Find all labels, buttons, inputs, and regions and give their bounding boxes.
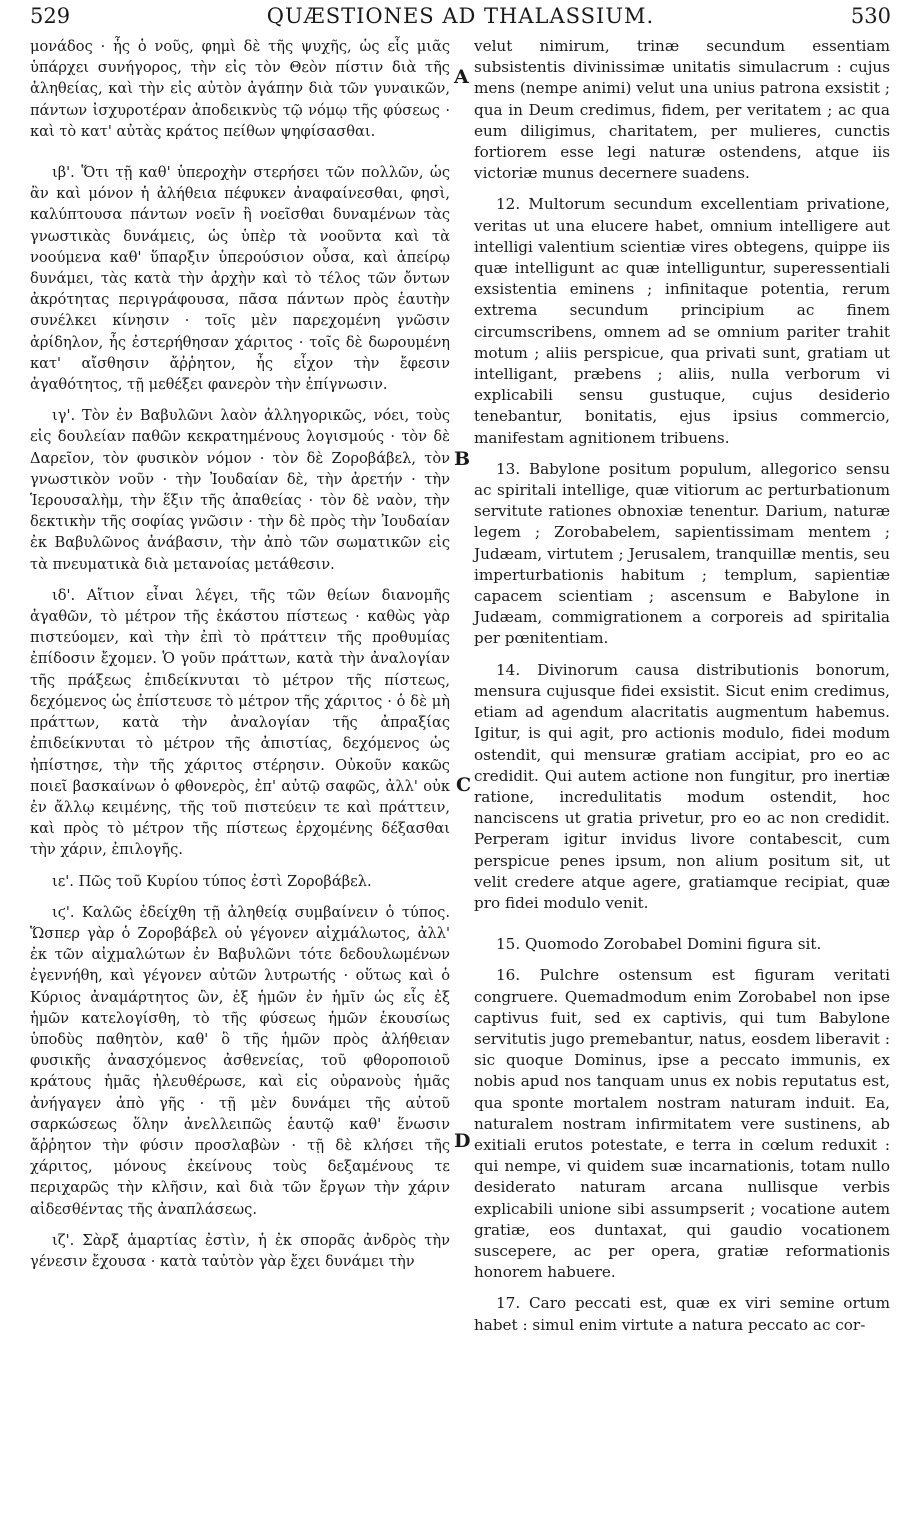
greek-paragraph: ιγ'. Τὸν ἐν Βαβυλῶνι λαὸν ἀλληγορικῶς, νόει, τοὺς εἰς δουλείαν παθῶν κεκρατημένους λογισμούς · τὸν δὲ Δαρεῖον, τὸν φυσικὸν νόμον · τὸν δὲ Ζοροβάβελ, τὸν γνωστικὸν νοῦν · τὴν Ἰουδαίαν δὲ, τὴν ἀρετήν · τὴν Ἱερουσαλὴμ, τὴν ἕξιν τῆς ἀπαθείας · τὸν δὲ ναὸν, τὴν δεκτικὴν τῆς σοφίας γνῶσιν · τὴν δὲ πρὸς τὴν Ἰουδαίαν ἐκ Βαβυλῶνος ἀνάβασιν, τὴν ἀπὸ τῶν σωματικῶν εἰς τὰ πνευματικὰ διὰ μετανοίας μετάθεσιν.	[30, 407, 450, 573]
latin-paragraph: 16. Pulchre ostensum est figuram veritati congruere. Quemadmodum enim Zorobabel non ipse captivus fuit, sed ex captivis, qui tum Babylone servitutis jugo premebantur, natus, eosdem liberavit : sic quoque Dominus, ipse a peccato immunis, ex nobis apud nos tanquam unus ex nobis reputatus est, qua sponte mortalem nostram naturam induit. Ea, naturalem nostram infirmitatem vere sustinens, ab exitiali erutos potestate, e terra in cœlum reduxit : qui nempe, vi quidem suæ incarnationis, totam nullo desiderato naturam arcana nullisque verbis explicabili unione sibi assumpserit ; vocatione autem gratiæ, eos duntaxat, qui gaudio vocationem suscepere, ac per opera, gratiæ reformationis honorem habuere.	[474, 966, 890, 1282]
greek-paragraph: ιβ'. Ὅτι τῇ καθ' ὑπεροχὴν στερήσει τῶν πολλῶν, ὡς ἂν καὶ μόνον ἡ ἀλήθεια πέφυκεν ἀναφαίνεσθαι, φησὶ, καλύπτουσα πάντων νοεῖν ἢ νοεῖσθαι δυναμένων τὰς γνωστικὰς δυνάμεις, ὡς ὑπὲρ τὰ νοοῦντα καὶ τὰ νοούμενα καθ' ὕπαρξιν ὑπερούσιον οὖσα, καὶ ἀπείρῳ δυνάμει, τὰς κατὰ τὴν ἀρχὴν καὶ τὸ τέλος τῶν ὄντων ἀκρότητας περιγράφουσα, πᾶσα πάντων πρὸς ἑαυτὴν συνέλκει κίνησιν · τοῖς μὲν παρεχομένη γνῶσιν ἀρίδηλον, ἧς ἐστερήθησαν χάριτος · τοῖς δὲ δωρουμένη κατ' αἴσθησιν ἄῤῥητον, ἧς εἶχον τὴν ἔφεσιν ἀγαθότητος, τῇ μεθέξει φανερὸν τὴν ἐπίγνωσιν.	[30, 164, 450, 394]
page-number-right: 530	[850, 4, 891, 28]
greek-paragraph: ιζ'. Σὰρξ ἁμαρτίας ἐστὶν, ἡ ἐκ σπορᾶς ἀνδρὸς τὴν γένεσιν ἔχουσα · κατὰ ταὐτὸν γὰρ ἔχει δυνάμει τὴν	[30, 1231, 450, 1270]
margin-letter-b: B	[454, 448, 471, 470]
margin-letter-a: A	[454, 66, 469, 88]
greek-paragraph: ιϛ'. Καλῶς ἐδείχθη τῇ ἀληθείᾳ συμβαίνειν ὁ τύπος. Ὥσπερ γὰρ ὁ Ζοροβάβελ οὐ γέγονεν αἰχμάλωτος, ἀλλ' ἐκ τῶν αἰχμαλώτων ἐν Βαβυλῶνι τότε δεδουλωμένων ἐγεννήθη, καὶ γέγονεν αὐτῶν λυτρωτής · οὕτως καὶ ὁ Κύριος ἀναμάρτητος ὢν, ἐξ ἡμῶν ἐν ἡμῖν ὡς εἷς ἐξ ἡμῶν κατελογίσθη, τὸ τῆς φύσεως ἡμῶν ἑκουσίως ὑποδὺς παθητὸν, καθ' ὃ τῆς ἡμῶν πρὸς ἀλήθειαν φυσικῆς ἀνασχόμενος ἀσθενείας, τοῦ φθοροποιοῦ κράτους ἡμᾶς ἠλευθέρωσε, καὶ εἰς οὐρανοὺς ἡμᾶς ἀνήγαγεν ἀπὸ γῆς · τῇ μὲν δυνάμει τῆς αὐτοῦ σαρκώσεως ὅλην ἀνελλειπῶς ἑαυτῷ καθ' ἕνωσιν ἄῤῥητον τὴν φύσιν προσλαβὼν · τῇ δὲ κλήσει τῆς χάριτος, μόνους ἐκείνους τοὺς δεξαμένους τε περιχαρῶς τὴν κλῆσιν, καὶ διὰ τῶν ἔργων τὴν χάριν αἰδεσθέντας τῆς ἀναπλάσεως.	[30, 903, 450, 1218]
latin-paragraph: velut nimirum, trinæ secundum essentiam subsistentis divinissimæ unitatis simulacrum : cujus mens (nempe animi) velut una unius patrona exsistit ; qua in Deum credimus, fidem, per veritatem ; ac qua eum diligimus, charitatem, per mulieres, cunctis fortiorem esse legi naturæ ostendens, atque iis victoriæ munus decernere suadens.	[474, 37, 890, 183]
margin-letter-d: D	[454, 1130, 471, 1152]
latin-paragraph: 17. Caro peccati est, quæ ex viri semine ortum habet : simul enim virtute a natura peccato ac cor-	[474, 1294, 890, 1334]
page-number-left: 529	[30, 4, 71, 28]
margin-letter-c: C	[456, 774, 472, 796]
running-title: QUÆSTIONES AD THALASSIUM.	[266, 4, 655, 28]
greek-section-heading: ιε'. Πῶς τοῦ Κυρίου τύπος ἐστὶ Ζοροβάβελ.	[52, 872, 372, 890]
latin-section-heading: 15. Quomodo Zorobabel Domini figura sit.	[496, 935, 822, 954]
latin-column	[474, 36, 890, 1346]
greek-paragraph: ιδ'. Αἴτιον εἶναι λέγει, τῆς τῶν θείων διανομῆς ἀγαθῶν, τὸ μέτρον τῆς ἑκάστου πίστεως · καθὼς γὰρ πιστεύομεν, καὶ τὴν ἐπὶ τὸ πράττειν τῆς προθυμίας ἐπίδοσιν ἔχομεν. Ὁ γοῦν πράττων, κατὰ τὴν ἀναλογίαν τῆς πράξεως ἐπιδείκνυται τὸ μέτρον τῆς πίστεως, δεχόμενος ὡς ἐπίστευσε τὸ μέτρον τῆς χάριτος · ὁ δὲ μὴ πράττων, κατὰ τὴν ἀναλογίαν τῆς ἀπραξίας ἐπιδείκνυται τὸ μέτρον τῆς ἀπιστίας, δεχόμενος ὡς ἠπίστησε, τὴν τῆς χάριτος στέρησιν. Οὐκοῦν κακῶς ποιεῖ βασκαίνων ὁ φθονερὸς, ἐπ' αὐτῷ σαφῶς, ἀλλ' οὐκ ἐν ἄλλῳ κειμένης, τῆς τοῦ πιστεύειν τε καὶ πράττειν, καὶ πρὸς τὸ μέτρον τῆς πίστεως ἐρχομένης δέξασθαι τὴν χάριν, ἐπιλογῆς.	[30, 586, 450, 859]
greek-paragraph: μονάδος · ἧς ὁ νοῦς, φημὶ δὲ τῆς ψυχῆς, ὡς εἷς μιᾶς ὑπάρχει συνήγορος, τὴν εἰς τὸν Θεὸν πίστιν διὰ τῆς ἀληθείας, καὶ τὴν εἰς αὐτὸν ἀγάπην διὰ τῶν γυναικῶν, πάντων ἰσχυροτέραν ἀποδεικνὺς τῷ νόμῳ τῆς φύσεως · καὶ τὸ κατ' αὐτὰς κράτος πείθων ψηφίσασθαι.	[30, 38, 450, 140]
latin-paragraph: 13. Babylone positum populum, allegorico sensu ac spiritali intellige, quæ vitiorum ac perturbationum servitute rationes obnoxiæ tenentur. Darium, naturæ legem ; Zorobabelem, sapientissimam mentem ; Judæam, virtutem ; Jerusalem, tranquillæ mentis, seu imperturbationis habitum ; templum, sapientiæ capacem scientiam ; ascensum e Babylone in Judæam, commigrationem a corporeis ad spiritalia per pœnitentiam.	[474, 459, 890, 648]
latin-paragraph: 14. Divinorum causa distributionis bonorum, mensura cujusque fidei exsistit. Sicut enim credimus, etiam ad agendum alacritatis augmentum habemus. Igitur, is qui agit, pro actionis modulo, fidei modum ostendit, qui mensuræ gratiam accipiat, pro eo ac credidit. Qui autem actione non fungitur, pro inertiæ ratione, incredulitatis modum ostendit, hoc nanciscens ut gratia privetur, pro eo ac non credidit. Perperam igitur invidus livore contabescit, cum perspicue penes ipsum, non alium positum sit, ut velit credere atque agere, gratiamque recipiat, quæ pro fidei modulo venit.	[474, 660, 890, 912]
greek-column	[30, 36, 450, 1282]
latin-paragraph: 12. Multorum secundum excellentiam privatione, veritas ut una elucere habet, omnium intelligere aut intelligi valentium scientiæ vires obtegens, quippe iis quæ intelligunt ac quæ intelliguntur, superessentiali exsistentia eminens ; infinitaque potentia, rerum extrema secundum principium ac finem circumscribens, omnem ad se omnium pariter trahit motum ; aliis perspicue, qua privati sunt, gratiam ut intelligant, præbens ; aliis, nulla verborum vi explicabili sensu gustuque, cujus desiderio tenebantur, bonitatis, ejus ipsius commercio, manifestam agnitionem tribuens.	[474, 195, 890, 447]
